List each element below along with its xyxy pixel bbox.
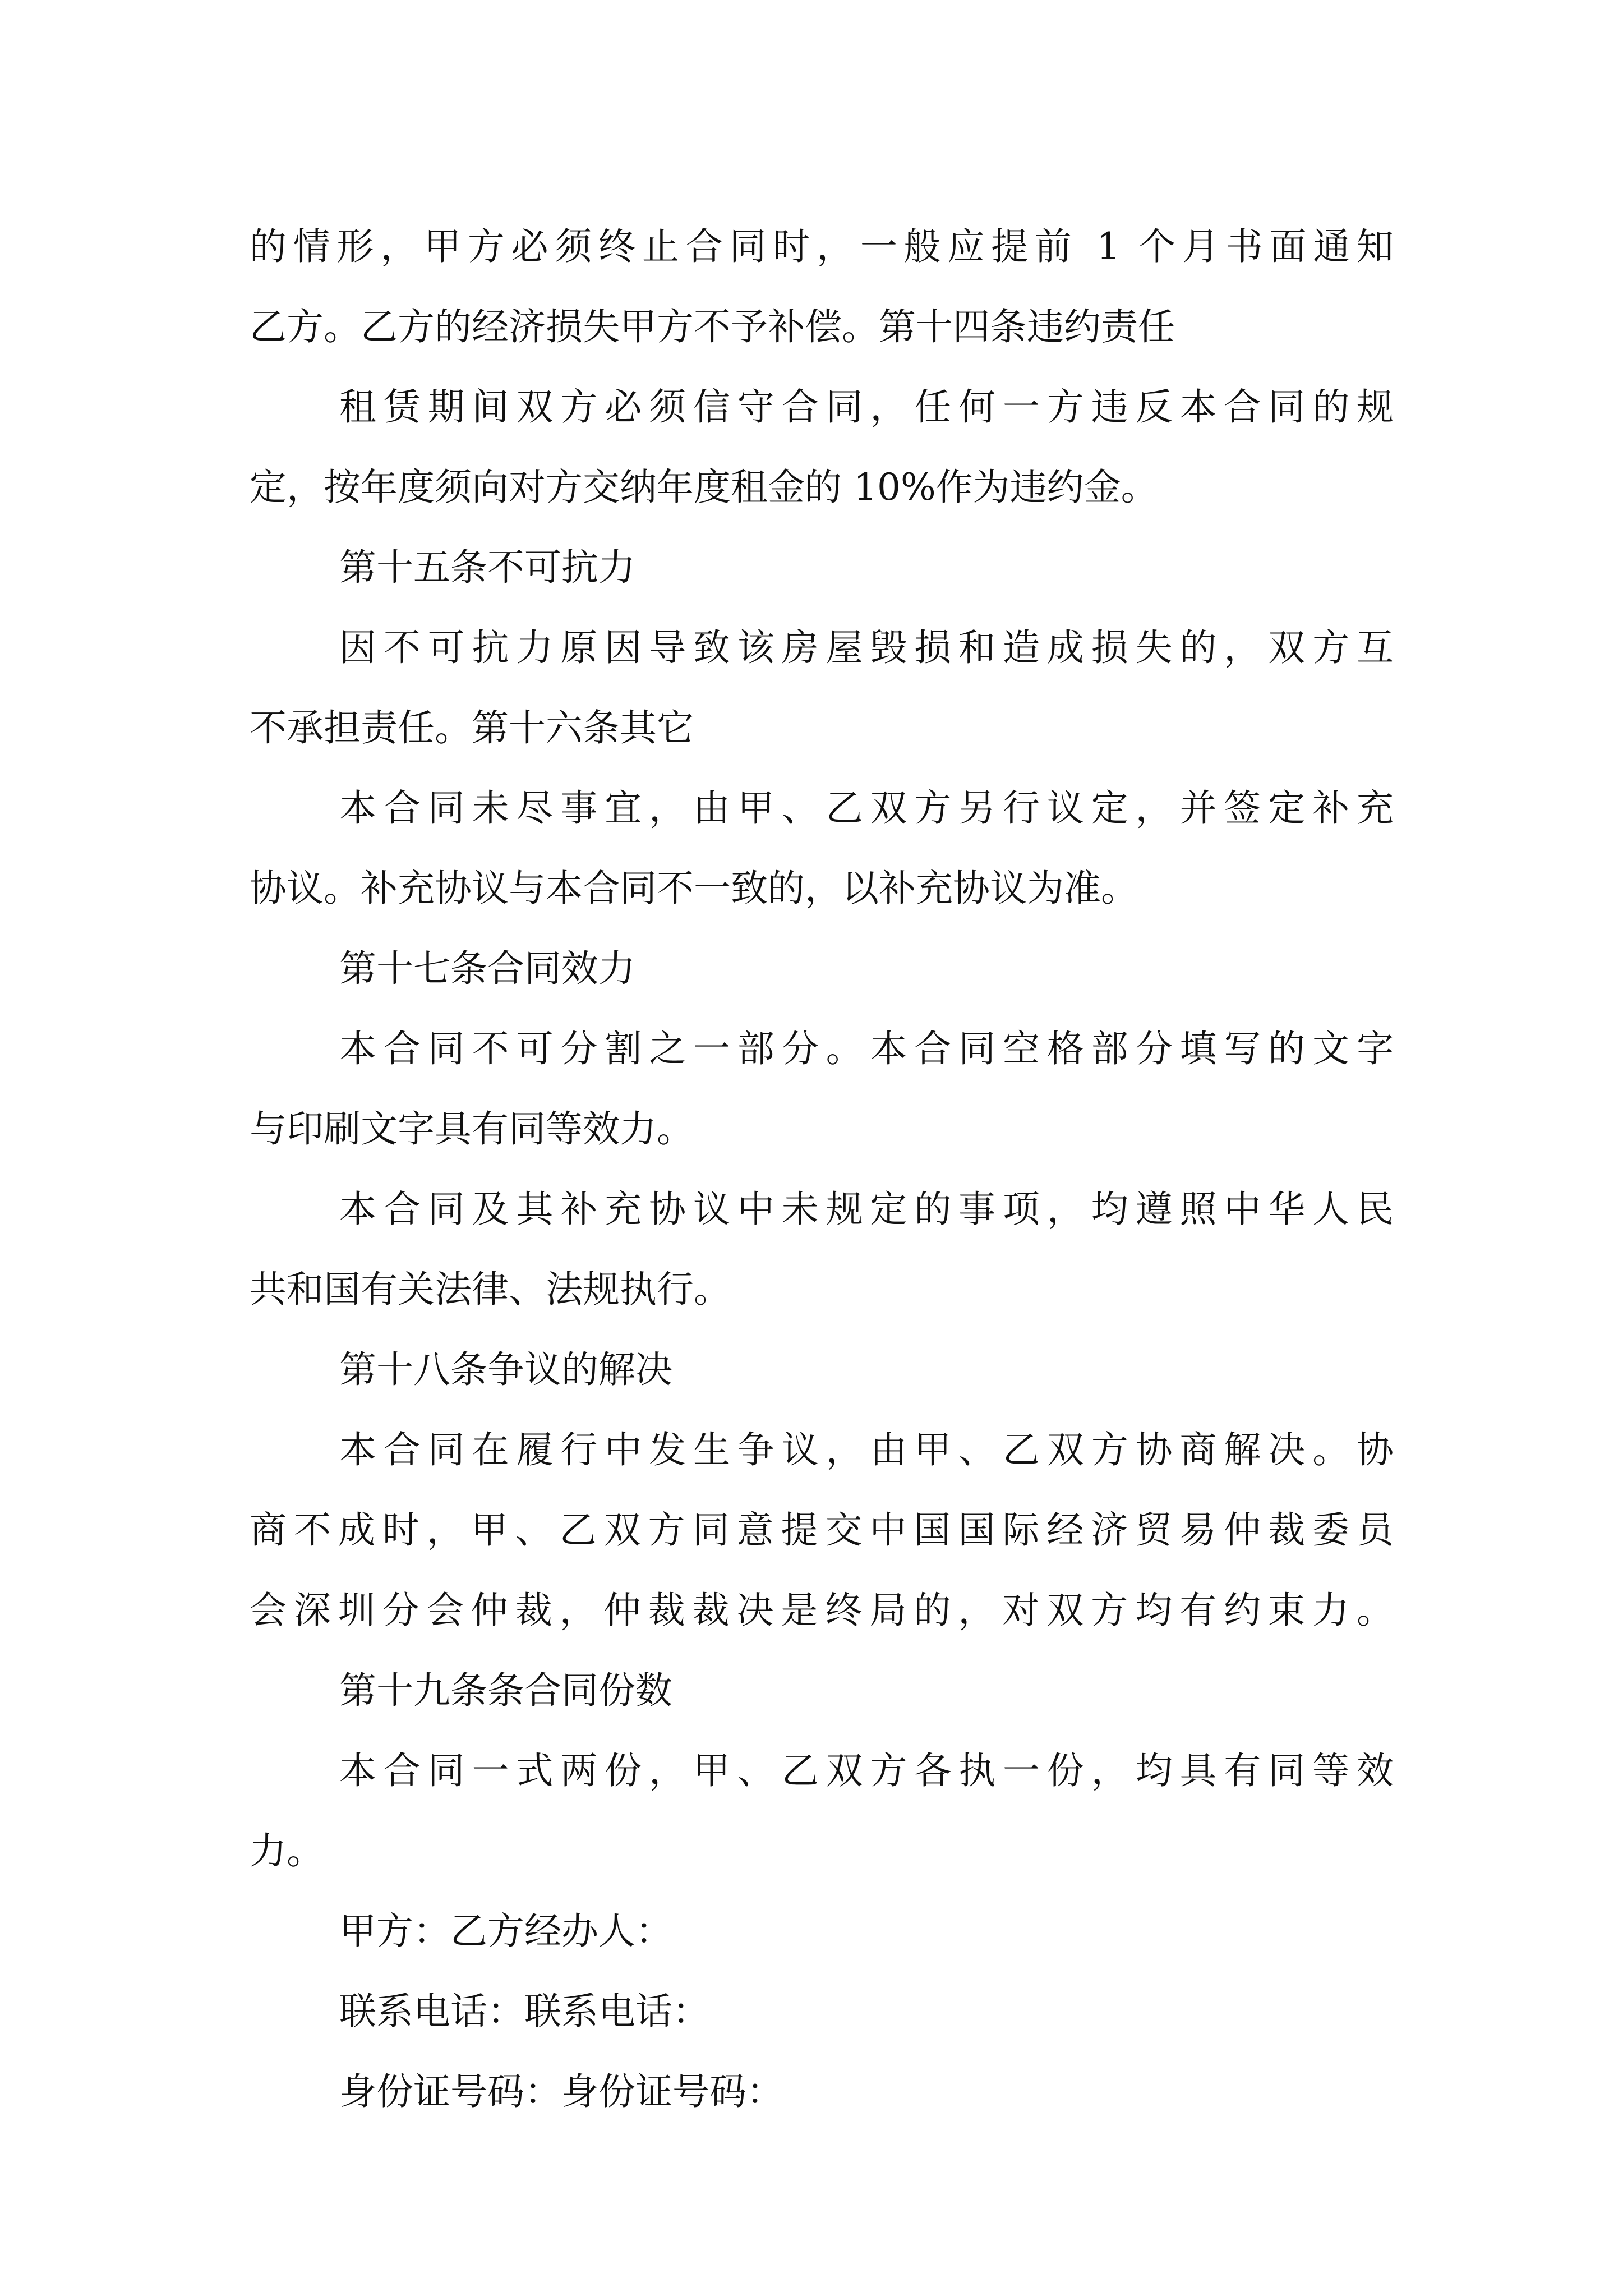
section-heading: 第十九条条合同份数	[339, 1669, 672, 1712]
text-line: 会深圳分会仲裁，仲裁裁决是终局的，对双方均有约束力。	[250, 1589, 1394, 1632]
text-line: 乙方。乙方的经济损失甲方不予补偿。第十四条违约责任	[250, 305, 1175, 348]
text-line: 因不可抗力原因导致该房屋毁损和造成损失的，双方互	[339, 626, 1394, 669]
section-heading: 第十八条争议的解决	[339, 1348, 672, 1391]
contract-text	[250, 206, 1394, 2132]
text-line: 本合同未尽事宜，由甲、乙双方另行议定，并签定补充	[339, 786, 1394, 830]
text-line: 商不成时，甲、乙双方同意提交中国国际经济贸易仲裁委员	[250, 1508, 1394, 1552]
text-line: 力。	[250, 1829, 324, 1872]
text-line: 不承担责任。第十六条其它	[250, 706, 694, 749]
text-line: 的情形，甲方必须终止合同时，一般应提前 1 个月书面通知	[250, 225, 1394, 268]
section-heading: 第十五条不可抗力	[339, 546, 635, 589]
text-line: 本合同及其补充协议中未规定的事项，均遵照中华人民	[339, 1188, 1394, 1231]
text-line: 定，按年度须向对方交纳年度租金的 10%作为违约金。	[250, 466, 1158, 509]
section-heading: 第十七条合同效力	[339, 947, 635, 990]
text-line: 与印刷文字具有同等效力。	[250, 1107, 694, 1151]
text-line: 租赁期间双方必须信守合同，任何一方违反本合同的规	[339, 385, 1394, 429]
signature-line: 联系电话：联系电话：	[339, 1990, 709, 2033]
text-line: 本合同一式两份，甲、乙双方各执一份，均具有同等效	[339, 1749, 1394, 1792]
signature-line: 甲方：乙方经办人：	[339, 1910, 672, 1953]
text-line: 本合同不可分割之一部分。本合同空格部分填写的文字	[339, 1027, 1394, 1070]
signature-line: 身份证号码：身份证号码：	[339, 2070, 783, 2113]
text-line: 共和国有关法律、法规执行。	[250, 1268, 731, 1311]
text-line: 本合同在履行中发生争议，由甲、乙双方协商解决。协	[339, 1428, 1394, 1471]
text-line: 协议。补充协议与本合同不一致的，以补充协议为准。	[250, 867, 1138, 910]
